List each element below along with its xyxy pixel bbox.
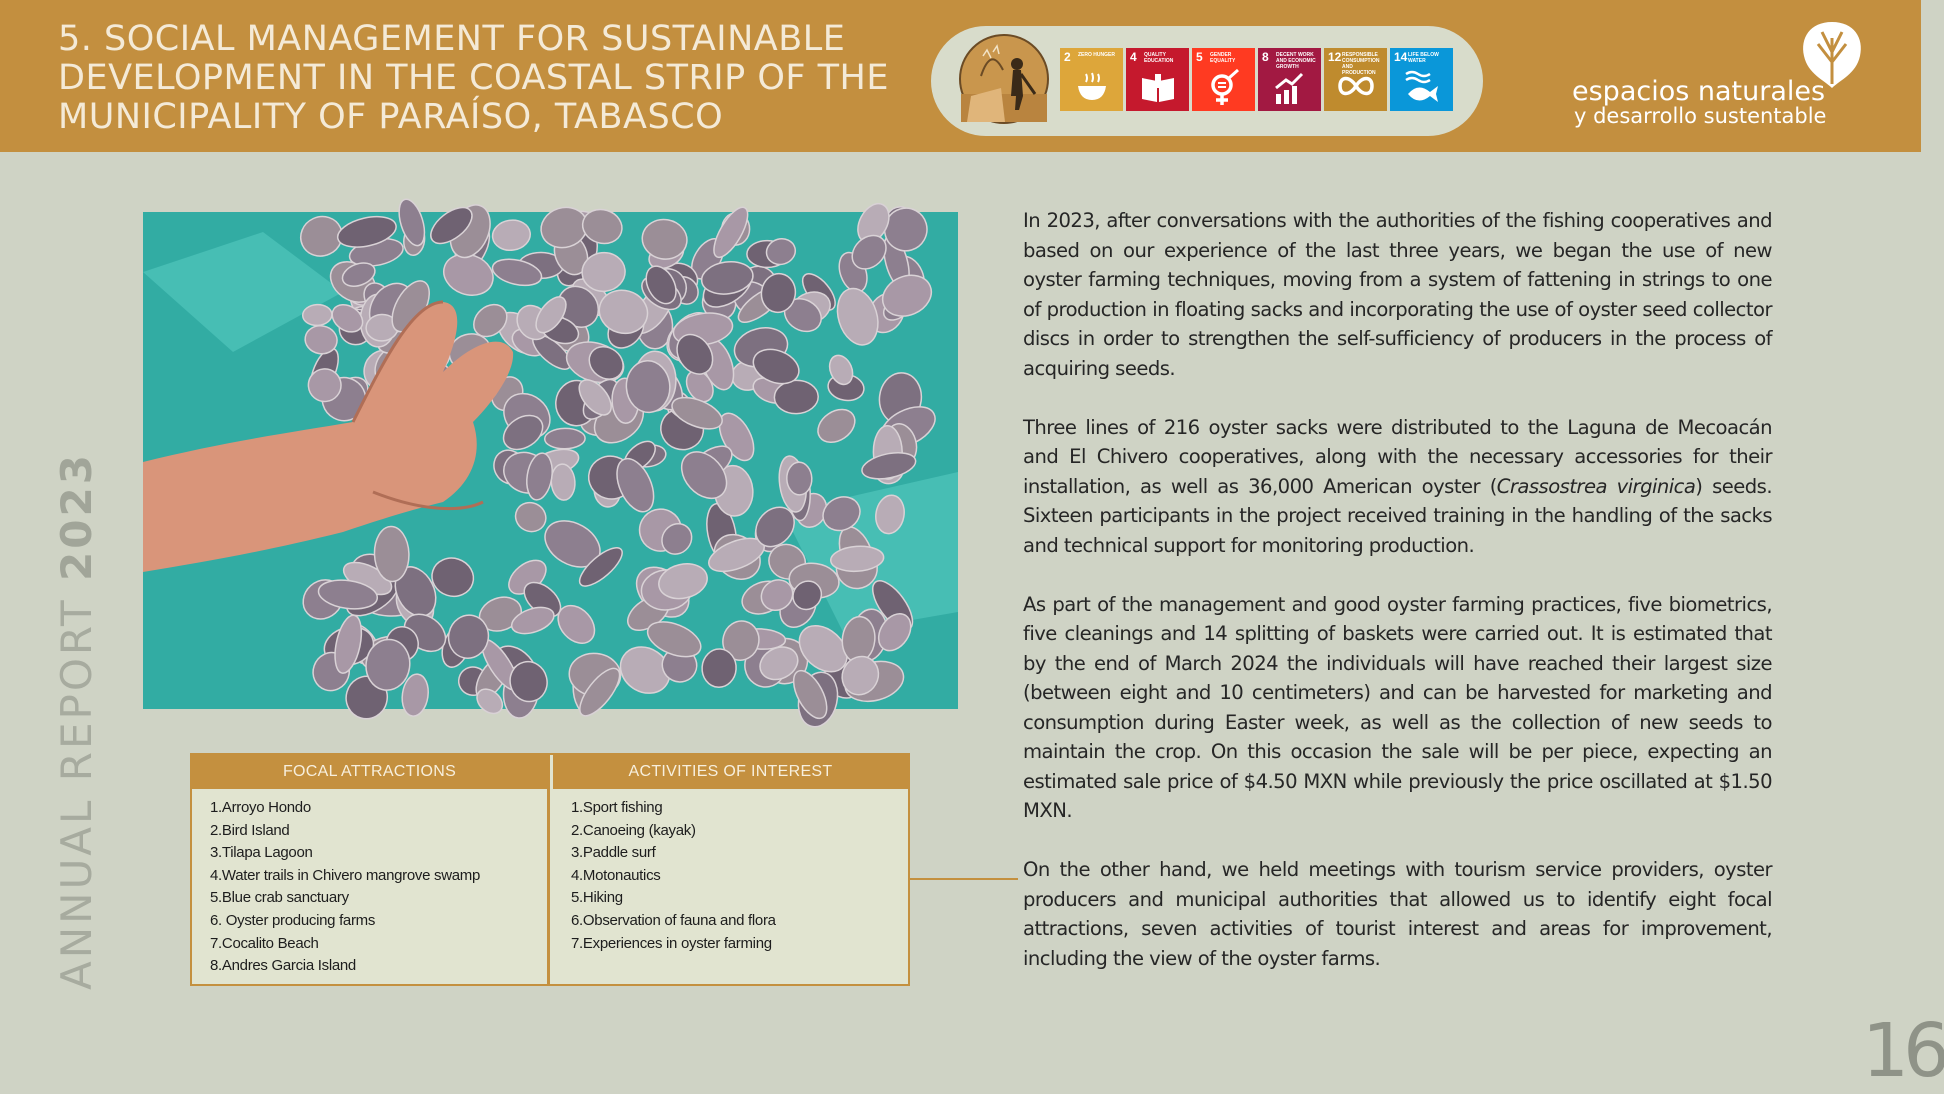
list-item: 2.Canoeing (kayak) <box>571 821 696 839</box>
sdg-12-responsible-consumption-icon <box>1324 48 1387 111</box>
list-item: 4.Water trails in Chivero mangrove swamp <box>210 866 481 884</box>
list-item: 6. Oyster producing farms <box>210 911 376 929</box>
page-title <box>58 20 918 137</box>
sdg-8-decent-work-icon <box>1258 48 1321 111</box>
attractions-activities-table <box>190 753 910 986</box>
list-item: 3.Tilapa Lagoon <box>210 844 313 862</box>
paragraph-2-end: ) seeds. Sixteen participants in the project received training in the handling of the sacks and technical support for monitoring production. <box>1023 474 1773 557</box>
paragraph-2-start: Three lines of 216 oyster sacks were distributed to the Laguna de Mecoacán and El Chivero cooperatives, along with the necessary accessories for their installation, as well as 36,000 American oyster ( <box>1023 415 1772 498</box>
list-item: 5.Blue crab sanctuary <box>210 889 349 907</box>
list-item: 3.Paddle surf <box>571 844 656 862</box>
page-number: 16 <box>1862 1008 1944 1094</box>
list-item: 7.Experiences in oyster farming <box>571 934 772 952</box>
focal-attractions-header: FOCAL ATTRACTIONS <box>192 755 547 789</box>
list-item: 5.Hiking <box>571 889 623 907</box>
logo-sub-text: y desarrollo sustentable <box>1574 104 1827 128</box>
fisherman-illustration-icon <box>959 34 1049 124</box>
annual-report-side-label <box>52 452 101 990</box>
sdg-label: DECENT WORK AND ECONOMIC GROWTH <box>1276 52 1316 70</box>
title-line-1: 5. SOCIAL MANAGEMENT FOR SUSTAINABLE <box>58 19 846 59</box>
list-item: 8.Andres Garcia Island <box>210 957 356 975</box>
paragraph-4: On the other hand, we held meetings with tourism service providers, oyster producers and municipal authorities that allowed us to identify eight focal attractions, seven activities of tourist interest and areas for improvement, including the view of the oyster farms. <box>1023 858 1772 970</box>
sdg-label: LIFE BELOW WATER <box>1408 52 1439 64</box>
activities-of-interest-column <box>553 755 908 984</box>
sdg-4-quality-education-icon <box>1126 48 1189 111</box>
paragraph-2 <box>1023 413 1772 561</box>
species-name: Crassostrea virginica <box>1496 474 1696 498</box>
connector-line <box>910 878 1018 880</box>
list-item: 2.Bird Island <box>210 821 290 839</box>
sdg-14-life-below-water-icon <box>1390 48 1453 111</box>
side-label-text: ANNUAL REPORT <box>52 580 101 990</box>
sdg-number: 12 <box>1328 50 1342 64</box>
sdg-number: 14 <box>1394 50 1408 64</box>
sdg-label: ZERO HUNGER <box>1078 52 1115 58</box>
header-banner <box>0 0 1921 152</box>
activities-of-interest-header: ACTIVITIES OF INTEREST <box>553 755 908 789</box>
list-item: 4.Motonautics <box>571 866 661 884</box>
sdg-2-zero-hunger-icon <box>1060 48 1123 111</box>
sdg-number: 2 <box>1064 50 1071 64</box>
sdg-label: QUALITY EDUCATION <box>1144 52 1174 64</box>
paragraph-1: In 2023, after conversations with the authorities of the fishing cooperatives and based on our experience of the last three years, we began the use of new oyster farming techniques, moving from a system of fattening in strings to one of production in floating sacks and incorporating the use of oyster seed collector discs in order to strengthen the self-sufficiency of producers in the process of acquiring seeds. <box>1023 209 1772 380</box>
sdg-5-gender-equality-icon <box>1192 48 1255 111</box>
body-text <box>1023 206 1772 1003</box>
title-line-2: DEVELOPMENT IN THE COASTAL STRIP OF THE <box>58 58 889 98</box>
sdg-label: GENDER EQUALITY <box>1210 52 1236 64</box>
side-label-year: 2023 <box>52 452 101 581</box>
sdg-number: 4 <box>1130 50 1137 64</box>
sdg-number: 8 <box>1262 50 1269 64</box>
list-item: 1.Sport fishing <box>571 799 663 816</box>
oyster-photo <box>143 212 958 709</box>
list-item: 7.Cocalito Beach <box>210 934 319 952</box>
sdg-number: 5 <box>1196 50 1203 64</box>
paragraph-3: As part of the management and good oyster farming practices, five biometrics, five cleanings and 14 splitting of baskets were carried out. It is estimated that by the end of March 2024 the individuals will have reached their largest size (between eight and 10 centimeters) and can be harvested for marketing and consumption during Easter week, as well as the collection of new seeds to maintain the crop. On this occasion the sale will be per piece, expecting an estimated sale price of $4.50 MXN while previously the price oscillated at $1.50 MXN. <box>1023 592 1772 822</box>
sdg-icons-panel <box>931 26 1483 136</box>
organization-logo <box>1572 18 1872 138</box>
title-line-3: MUNICIPALITY OF PARAÍSO, TABASCO <box>58 97 724 137</box>
sdg-label: RESPONSIBLE CONSUMPTION AND PRODUCTION <box>1342 52 1380 76</box>
list-item: 1.Arroyo Hondo <box>210 799 311 816</box>
logo-main-text: espacios naturales <box>1572 76 1826 107</box>
focal-attractions-column <box>192 755 550 984</box>
list-item: 6.Observation of fauna and flora <box>571 911 776 929</box>
